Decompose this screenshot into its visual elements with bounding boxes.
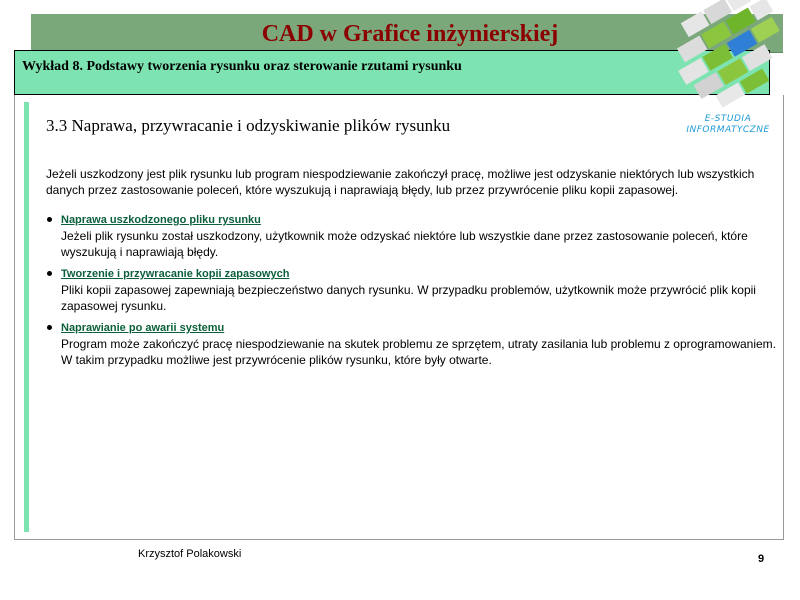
list-item [46, 266, 786, 314]
logo-line-2: INFORMATYCZNE [686, 125, 770, 135]
lecture-subtitle: Wykład 8. Podstawy tworzenia rysunku oraz sterowanie rzutami rysunku [22, 59, 462, 74]
section-title: 3.3 Naprawa, przywracanie i odzyskiwanie plików rysunku [46, 116, 451, 135]
bullet-icon [47, 217, 52, 222]
logo-line-1: E-STUDIA [704, 114, 752, 124]
page-title: CAD w Grafice inżynierskiej [261, 21, 559, 47]
link-repair-damaged-file[interactable]: Naprawa uszkodzonego pliku rysunku [61, 214, 261, 226]
list-item-text: Jeżeli plik rysunku został uszkodzony, użytkownik może odzyskać niektóre lub wszystkie dane przez zastosowanie poleceń, które wyszukują i naprawiają błędy. [61, 229, 748, 259]
list-item [46, 212, 786, 260]
link-system-failure-recovery[interactable]: Naprawianie po awarii systemu [61, 322, 225, 334]
list-item [46, 320, 786, 368]
list-item-text: Program może zakończyć pracę niespodziewanie na skutek problemu ze sprzętem, utraty zasilania lub problemu z oprogramowaniem. W takim przypadku możliwe jest przywrócenie plików rysunku, które były otwarte. [61, 337, 777, 367]
intro-paragraph: Jeżeli uszkodzony jest plik rysunku lub program niespodziewanie zakończył pracę, możliwe jest odzyskanie niektórych lub wszystkich danych przez zastosowanie poleceń, które wyszukują i naprawiają błędy, lub przez przywrócenie pliku kopii zapasowej. [46, 167, 755, 197]
accent-bar [24, 102, 29, 532]
topic-list [46, 212, 786, 374]
link-backup-restore[interactable]: Tworzenie i przywracanie kopii zapasowych [61, 268, 290, 280]
author-name: Krzysztof Polakowski [138, 548, 242, 560]
page-number: 9 [758, 553, 765, 565]
bullet-icon [47, 325, 52, 330]
list-item-text: Pliki kopii zapasowej zapewniają bezpieczeństwo danych rysunku. W przypadku problemów, użytkownik może przywrócić plik kopii zapasowej rysunku. [61, 283, 756, 313]
bullet-icon [47, 271, 52, 276]
